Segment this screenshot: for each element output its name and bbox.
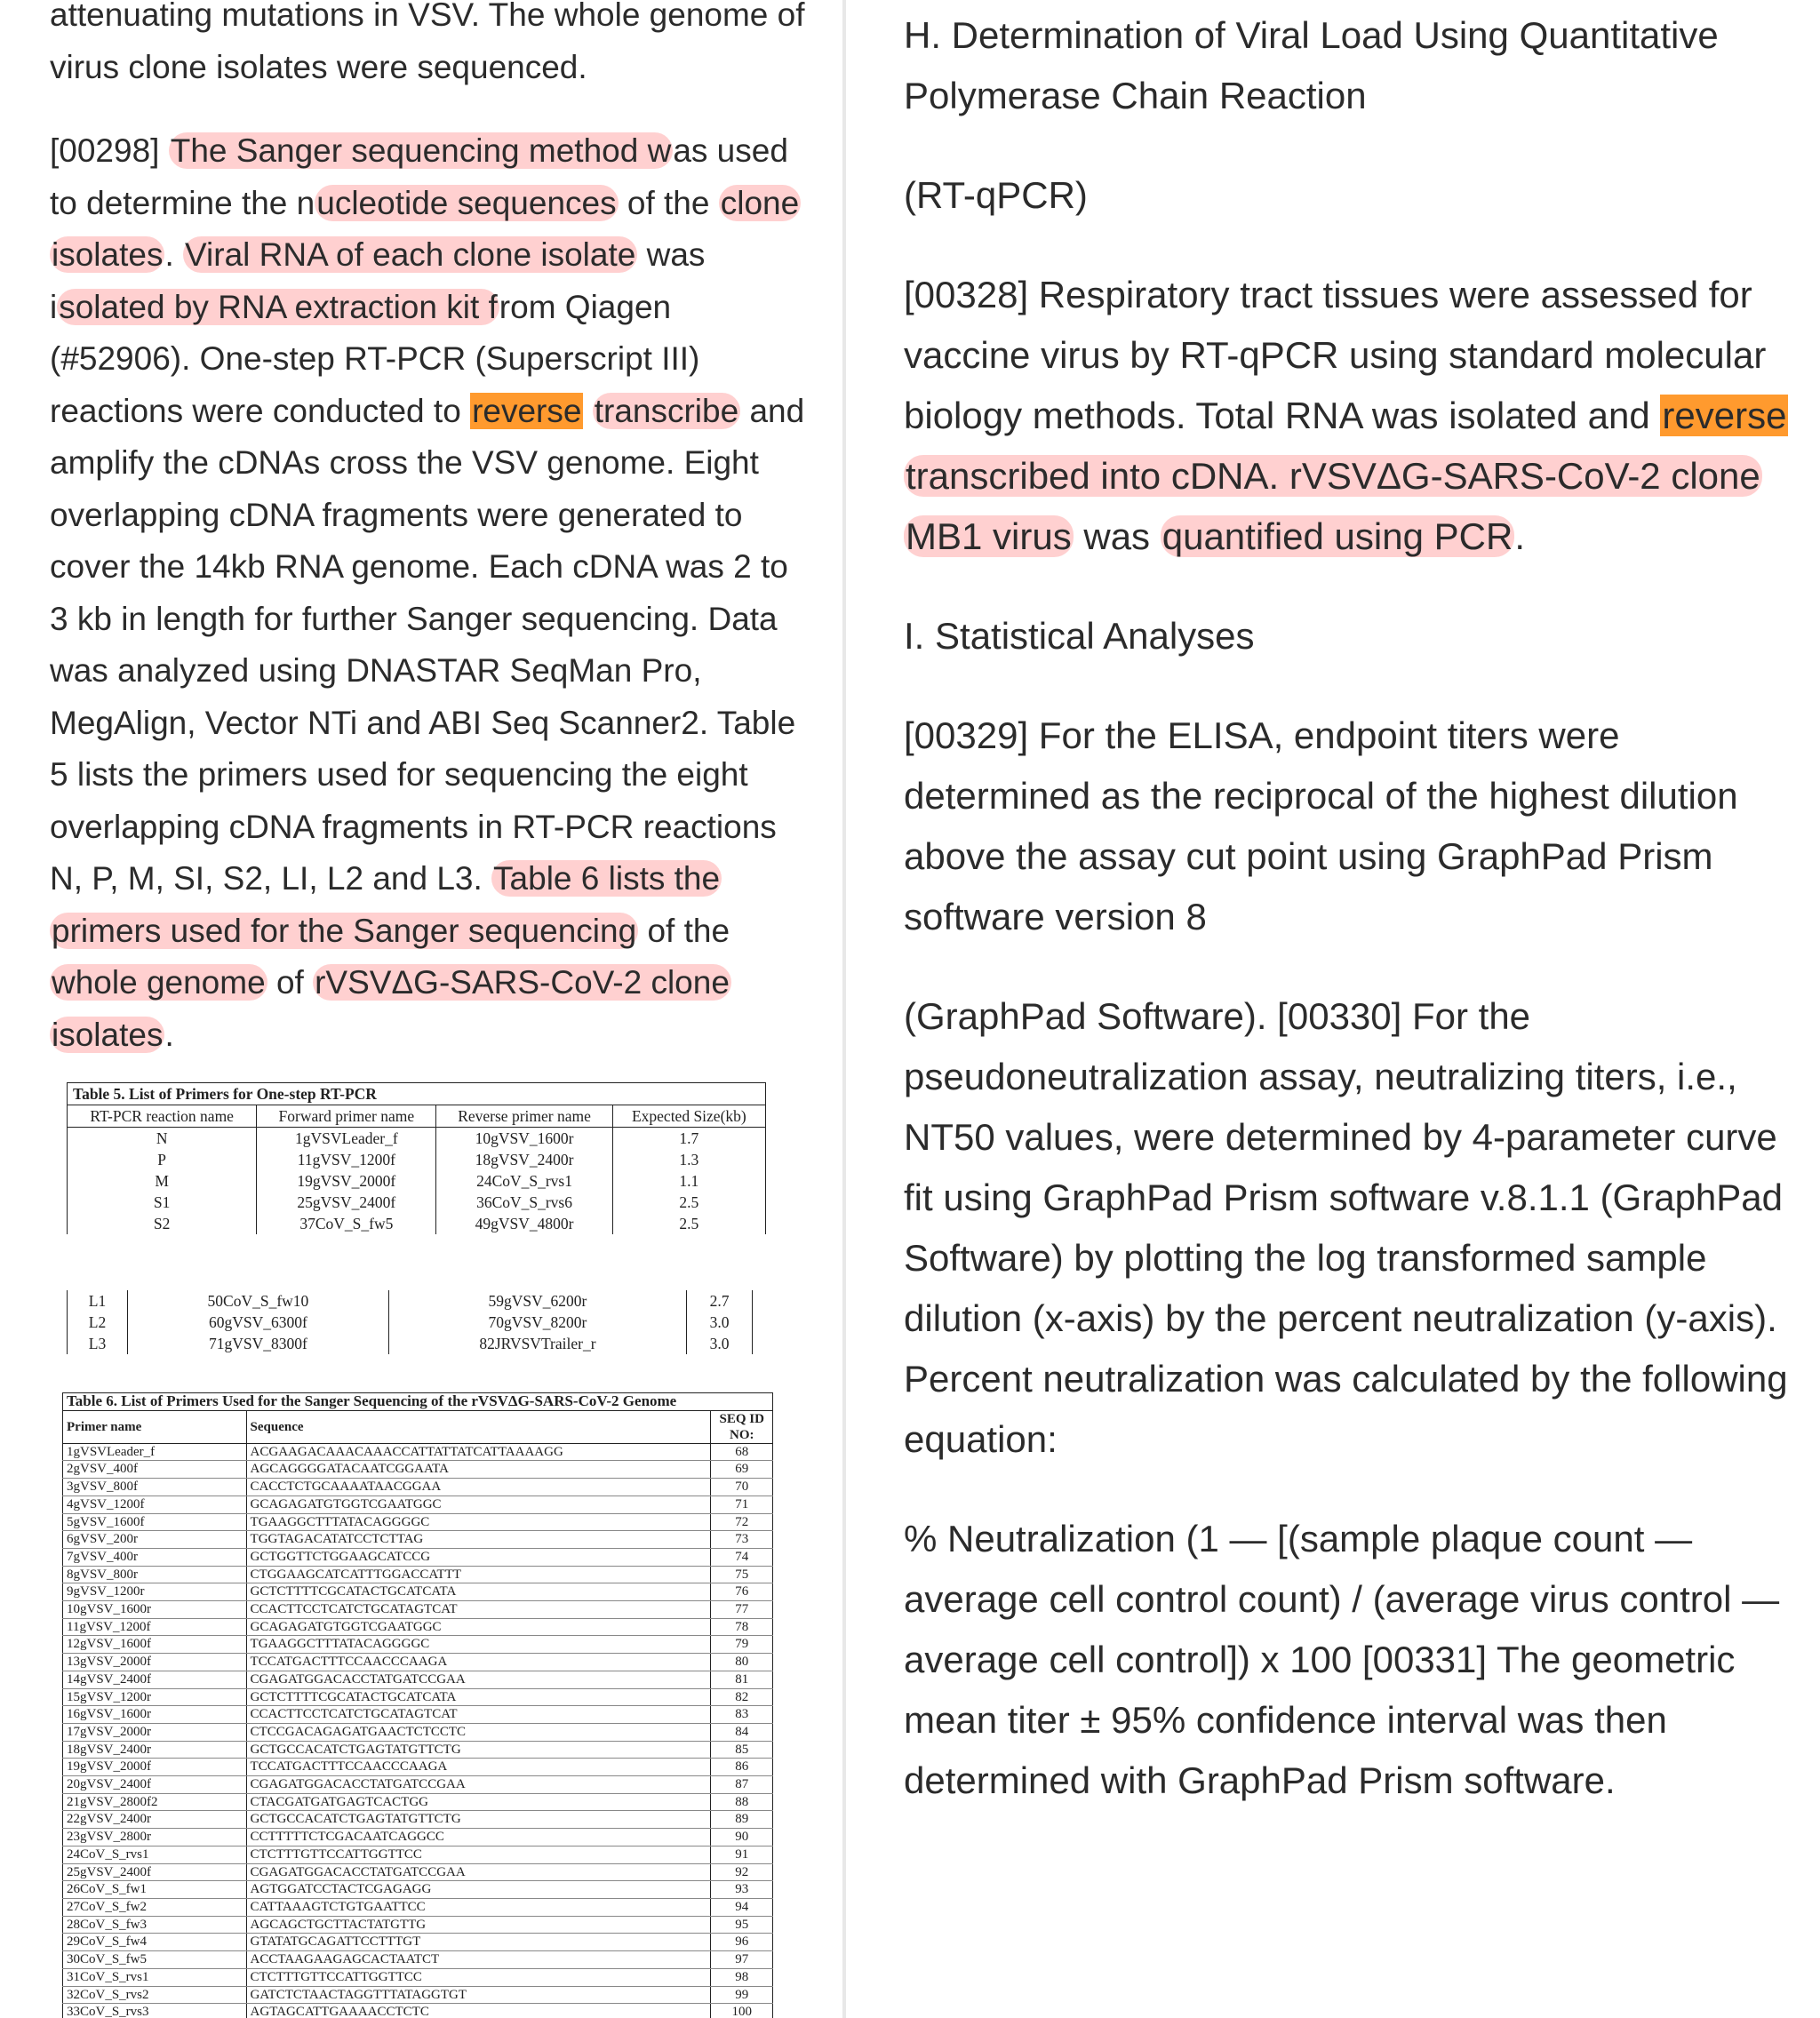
table-cell: 96 bbox=[711, 1934, 773, 1951]
table-cell: 15gVSV_1200r bbox=[63, 1688, 247, 1706]
table-cell: CTCTTTGTTCCATTGGTTCC bbox=[246, 1846, 711, 1863]
table-cell: 76 bbox=[711, 1583, 773, 1601]
table-row bbox=[63, 1863, 773, 1881]
table-cell: 3gVSV_800f bbox=[63, 1479, 247, 1496]
table-cell: 80 bbox=[711, 1654, 773, 1671]
table-cell: 86 bbox=[711, 1759, 773, 1776]
table-cell: 22gVSV_2400r bbox=[63, 1811, 247, 1829]
table-cell: 19gVSV_2000f bbox=[257, 1170, 436, 1192]
table-cell: 88 bbox=[711, 1793, 773, 1811]
table-cell: 16gVSV_1600r bbox=[63, 1706, 247, 1724]
table-cell: 78 bbox=[711, 1618, 773, 1636]
table-cell: GCTCTTTTCGCATACTGCATCATA bbox=[246, 1688, 711, 1706]
table-cell: 82JRVSVTrailer_r bbox=[388, 1333, 686, 1354]
table-cell: GCAGAGATGTGGTCGAATGGC bbox=[246, 1496, 711, 1513]
table-row bbox=[63, 1688, 773, 1706]
left-text-body bbox=[50, 0, 814, 1093]
table-cell: 81 bbox=[711, 1671, 773, 1688]
paragraph-00331: % Neutralization (1 — [(sample plaque count — average cell control count) / (average virus control — average cell control]) x 100 [00331] The geometric mean titer ± 95% confidence interval was then determined with GraphPad Prism software. bbox=[904, 1509, 1801, 1811]
table-cell: 11gVSV_1200f bbox=[63, 1618, 247, 1636]
table-cell: CGAGATGGACACCTATGATCCGAA bbox=[246, 1863, 711, 1881]
table-cell: 13gVSV_2000f bbox=[63, 1654, 247, 1671]
table-5-header: Expected Size(kb) bbox=[612, 1105, 765, 1128]
table-cell: 23gVSV_2800r bbox=[63, 1829, 247, 1847]
table-cell: CGAGATGGACACCTATGATCCGAA bbox=[246, 1671, 711, 1688]
table-cell: 87 bbox=[711, 1776, 773, 1794]
table-row bbox=[63, 1548, 773, 1566]
table-row bbox=[63, 1846, 773, 1863]
table-cell: 3.0 bbox=[687, 1312, 753, 1333]
table-row bbox=[68, 1192, 766, 1213]
table-cell: 70gVSV_8200r bbox=[388, 1312, 686, 1333]
table-cell: AGTGGATCCTACTCGAGAGG bbox=[246, 1881, 711, 1899]
table-cell: 8gVSV_800r bbox=[63, 1566, 247, 1583]
search-match-highlight: reverse bbox=[1660, 395, 1788, 436]
table-cell: 4gVSV_1200f bbox=[63, 1496, 247, 1513]
table-cell: AGCAGGGGATACAATCGGAATA bbox=[246, 1461, 711, 1479]
table-row bbox=[63, 1776, 773, 1794]
highlight: Viral RNA of each clone isolate bbox=[183, 236, 637, 273]
table-cell: 18gVSV_2400r bbox=[436, 1149, 612, 1170]
table-cell: 99 bbox=[711, 1986, 773, 2004]
table-cell: 1.1 bbox=[612, 1170, 765, 1192]
table-cell: 72 bbox=[711, 1513, 773, 1531]
table-row bbox=[63, 1881, 773, 1899]
table-cell: 82 bbox=[711, 1688, 773, 1706]
table-cell: 70 bbox=[711, 1479, 773, 1496]
table-cell: 24CoV_S_rvs1 bbox=[436, 1170, 612, 1192]
highlight: quantified using PCR bbox=[1161, 515, 1515, 557]
table-cell: 71 bbox=[711, 1496, 773, 1513]
table-cell: 10gVSV_1600r bbox=[63, 1601, 247, 1619]
table-cell: 97 bbox=[711, 1951, 773, 1969]
table-row bbox=[63, 1479, 773, 1496]
table-row bbox=[63, 1513, 773, 1531]
table-row bbox=[63, 1986, 773, 2004]
table-row bbox=[63, 2004, 773, 2018]
table-row bbox=[63, 1793, 773, 1811]
text-run: . bbox=[164, 1017, 173, 1053]
table-row bbox=[63, 1566, 773, 1583]
table-cell: P bbox=[68, 1149, 257, 1170]
table-row bbox=[63, 1496, 773, 1513]
table-cell: 27CoV_S_fw2 bbox=[63, 1898, 247, 1916]
table-5-header: RT-PCR reaction name bbox=[68, 1105, 257, 1128]
section-heading-i: I. Statistical Analyses bbox=[904, 606, 1801, 666]
table-cell: 89 bbox=[711, 1811, 773, 1829]
table-row bbox=[63, 1601, 773, 1619]
left-page-column bbox=[0, 0, 842, 2018]
text-run: of the bbox=[619, 185, 719, 221]
table-cell: CCTTTTTCTCGACAATCAGGCC bbox=[246, 1829, 711, 1847]
right-page-column bbox=[846, 0, 1820, 2018]
table-cell: GCTGCCACATCTGAGTATGTTCTG bbox=[246, 1741, 711, 1759]
table-cell: GCTCTTTTCGCATACTGCATCATA bbox=[246, 1583, 711, 1601]
heading-continuation: (RT-qPCR) bbox=[904, 165, 1801, 226]
table-cell: 6gVSV_200r bbox=[63, 1531, 247, 1549]
table-cell: GCTGGTTCTGGAAGCATCCG bbox=[246, 1548, 711, 1566]
table-cell: 84 bbox=[711, 1723, 773, 1741]
table-cell: 30CoV_S_fw5 bbox=[63, 1951, 247, 1969]
table-cell: 71gVSV_8300f bbox=[128, 1333, 389, 1354]
search-match-highlight: reverse bbox=[470, 393, 583, 429]
table-cell: CTACGATGATGAGTCACTGG bbox=[246, 1793, 711, 1811]
table-cell: 1gVSVLeader_f bbox=[63, 1443, 247, 1461]
highlight: The Sanger sequencing method w bbox=[169, 132, 674, 169]
table-cell: 25gVSV_2400f bbox=[63, 1863, 247, 1881]
table-cell: 26CoV_S_fw1 bbox=[63, 1881, 247, 1899]
table-cell: 85 bbox=[711, 1741, 773, 1759]
table-row bbox=[63, 1671, 773, 1688]
table-cell: ACGAAGACAAACAAACCATTATTATCATTAAAAGG bbox=[246, 1443, 711, 1461]
table-5-header: Forward primer name bbox=[257, 1105, 436, 1128]
table-cell: 77 bbox=[711, 1601, 773, 1619]
table-cell: 90 bbox=[711, 1829, 773, 1847]
table-cell: L1 bbox=[68, 1290, 128, 1312]
highlight: transcribe bbox=[593, 393, 740, 429]
text-run: was bbox=[1074, 515, 1161, 557]
table-cell: TGAAGGCTTTATACAGGGGC bbox=[246, 1636, 711, 1654]
table-cell: L2 bbox=[68, 1312, 128, 1333]
table-cell: 18gVSV_2400r bbox=[63, 1741, 247, 1759]
table-cell: CCACTTCCTCATCTGCATAGTCAT bbox=[246, 1706, 711, 1724]
intro-paragraph: attenuating mutations in VSV. The whole genome of virus clone isolates were sequenced. bbox=[50, 0, 814, 93]
table-cell: 98 bbox=[711, 1968, 773, 1986]
table-cell: S1 bbox=[68, 1192, 257, 1213]
table-cell: 36CoV_S_rvs6 bbox=[436, 1192, 612, 1213]
table-cell: CTCCGACAGAGATGAACTCTCCTC bbox=[246, 1723, 711, 1741]
table-row bbox=[68, 1290, 753, 1312]
table-cell: CTCTTTGTTCCATTGGTTCC bbox=[246, 1968, 711, 1986]
table-5-header: Reverse primer name bbox=[436, 1105, 612, 1128]
table-cell: 91 bbox=[711, 1846, 773, 1863]
table-cell: 1.7 bbox=[612, 1128, 765, 1150]
table-row bbox=[68, 1128, 766, 1150]
table-cell: 11gVSV_1200f bbox=[257, 1149, 436, 1170]
table-row bbox=[63, 1461, 773, 1479]
table-cell: 31CoV_S_rvs1 bbox=[63, 1968, 247, 1986]
table-cell: 83 bbox=[711, 1706, 773, 1724]
table-row bbox=[68, 1170, 766, 1192]
table-cell: 5gVSV_1600f bbox=[63, 1513, 247, 1531]
table-cell: GCTGCCACATCTGAGTATGTTCTG bbox=[246, 1811, 711, 1829]
highlight: clone isolates bbox=[50, 185, 801, 274]
table-cell: 50CoV_S_fw10 bbox=[128, 1290, 389, 1312]
highlight: transcribed into cDNA. rVSVΔG-SARS-CoV-2 clone MB1 virus bbox=[904, 455, 1762, 557]
table-cell: TGGTAGACATATCCTCTTAG bbox=[246, 1531, 711, 1549]
table-cell: CGAGATGGACACCTATGATCCGAA bbox=[246, 1776, 711, 1794]
highlight: rVSVΔG-SARS-CoV-2 clone isolates bbox=[50, 964, 731, 1053]
table-cell: CCACTTCCTCATCTGCATAGTCAT bbox=[246, 1601, 711, 1619]
text-run: rom Qiagen (#52906). One-step RT-PCR (Superscript III) reactions were conducted to bbox=[50, 289, 699, 429]
table-row bbox=[68, 1213, 766, 1234]
table-cell: ACCTAAGAAGAGCACTAATCT bbox=[246, 1951, 711, 1969]
table-row bbox=[63, 1934, 773, 1951]
table-cell: 21gVSV_2800f2 bbox=[63, 1793, 247, 1811]
table-cell: 14gVSV_2400f bbox=[63, 1671, 247, 1688]
table-cell: 92 bbox=[711, 1863, 773, 1881]
table-cell: 79 bbox=[711, 1636, 773, 1654]
table-cell: 95 bbox=[711, 1916, 773, 1934]
table-cell: 49gVSV_4800r bbox=[436, 1213, 612, 1234]
table-row bbox=[68, 1333, 753, 1354]
table-cell: 28CoV_S_fw3 bbox=[63, 1916, 247, 1934]
table-cell: M bbox=[68, 1170, 257, 1192]
table-6-header: SEQ ID NO: bbox=[711, 1410, 773, 1443]
table-row bbox=[63, 1741, 773, 1759]
paragraph-00330: (GraphPad Software). [00330] For the pseudoneutralization assay, neutralizing titers, i.e., NT50 values, were determined by 4-parameter curve fit using GraphPad Prism software v.8.1.1 (GraphPad Software) by plotting the log transformed sample dilution (x-axis) by the percent neutralization (y-axis). Percent neutralization was calculated by the following equation: bbox=[904, 986, 1801, 1470]
table-cell: 20gVSV_2400f bbox=[63, 1776, 247, 1794]
table-row bbox=[63, 1916, 773, 1934]
text-run: [00328] Respiratory tract tissues were assessed for vaccine virus by RT-qPCR using standard molecular biology methods. Total RNA was isolated and bbox=[904, 274, 1766, 436]
table-row bbox=[63, 1951, 773, 1969]
para-number: [00298] bbox=[50, 132, 169, 169]
table-cell: 68 bbox=[711, 1443, 773, 1461]
table-cell: CATTAAAGTCTGTGAATTCC bbox=[246, 1898, 711, 1916]
table-5-caption: Table 5. List of Primers for One-step RT-PCR bbox=[68, 1083, 766, 1105]
table-row bbox=[63, 1811, 773, 1829]
text-run bbox=[583, 393, 592, 429]
table-cell: 9gVSV_1200r bbox=[63, 1583, 247, 1601]
right-text-body bbox=[904, 5, 1801, 1850]
table-cell: TGAAGGCTTTATACAGGGGC bbox=[246, 1513, 711, 1531]
highlight: Table 6 lists the primers used for the Sanger sequencing bbox=[50, 860, 722, 949]
table-cell: 32CoV_S_rvs2 bbox=[63, 1986, 247, 2004]
highlight: ucleotide sequences bbox=[315, 185, 618, 221]
table-cell: 93 bbox=[711, 1881, 773, 1899]
table-cell: TCCATGACTTTCCAACCCAAGA bbox=[246, 1654, 711, 1671]
table-cell: 100 bbox=[711, 2004, 773, 2018]
text-run: of the bbox=[638, 913, 730, 949]
table-cell: GATCTCTAACTAGGTTTATAGGTGT bbox=[246, 1986, 711, 2004]
table-6 bbox=[62, 1392, 773, 2018]
table-cell: CTGGAAGCATCATTTGGACCATTT bbox=[246, 1566, 711, 1583]
table-cell: 12gVSV_1600f bbox=[63, 1636, 247, 1654]
table-cell: TCCATGACTTTCCAACCCAAGA bbox=[246, 1759, 711, 1776]
table-cell: 75 bbox=[711, 1566, 773, 1583]
table-cell: 17gVSV_2000r bbox=[63, 1723, 247, 1741]
table-cell: 25gVSV_2400f bbox=[257, 1192, 436, 1213]
section-heading-h: H. Determination of Viral Load Using Quantitative Polymerase Chain Reaction bbox=[904, 5, 1801, 126]
table-cell: 33CoV_S_rvs3 bbox=[63, 2004, 247, 2018]
table-row bbox=[63, 1829, 773, 1847]
highlight: whole genome bbox=[50, 964, 267, 1001]
table-cell: 74 bbox=[711, 1548, 773, 1566]
table-row bbox=[63, 1583, 773, 1601]
highlight: solated by RNA extraction kit f bbox=[57, 289, 499, 325]
table-cell: GCAGAGATGTGGTCGAATGGC bbox=[246, 1618, 711, 1636]
table-cell: 10gVSV_1600r bbox=[436, 1128, 612, 1150]
table-row bbox=[63, 1531, 773, 1549]
table-cell: 60gVSV_6300f bbox=[128, 1312, 389, 1333]
text-run: and amplify the cDNAs cross the VSV genome. Eight overlapping cDNA fragments were generated to cover the 14kb RNA genome. Each cDNA was 2 to 3 kb in length for further Sanger sequencing. Data was analyzed using DNASTAR SeqMan Pro, MegAlign, Vector NTi and ABI Seq Scanner2. Table 5 lists the primers used for sequencing the eight overlapping cDNA fragments in RT-PCR reactions N, P, M, SI, S2, LI, L2 and L3. bbox=[50, 393, 804, 897]
paragraph-00329: [00329] For the ELISA, endpoint titers were determined as the reciprocal of the highest dilution above the assay cut point using GraphPad Prism software version 8 bbox=[904, 706, 1801, 947]
text-run: . bbox=[164, 236, 183, 273]
table-cell: 2gVSV_400f bbox=[63, 1461, 247, 1479]
table-row bbox=[63, 1759, 773, 1776]
paragraph-00328 bbox=[904, 265, 1801, 567]
table-cell: 94 bbox=[711, 1898, 773, 1916]
table-5-continued bbox=[67, 1290, 753, 1354]
table-row bbox=[63, 1654, 773, 1671]
table-cell: S2 bbox=[68, 1213, 257, 1234]
table-cell: AGTAGCATTGAAAACCTCTC bbox=[246, 2004, 711, 2018]
table-cell: 69 bbox=[711, 1461, 773, 1479]
text-run: as used to determine the n bbox=[50, 132, 788, 221]
table-cell: 2.5 bbox=[612, 1213, 765, 1234]
table-cell: 73 bbox=[711, 1531, 773, 1549]
table-6-header: Sequence bbox=[246, 1410, 711, 1443]
table-cell: 2.5 bbox=[612, 1192, 765, 1213]
paragraph-00298 bbox=[50, 125, 814, 1061]
table-cell: L3 bbox=[68, 1333, 128, 1354]
text-run: . bbox=[1514, 515, 1525, 557]
table-cell: 3.0 bbox=[687, 1333, 753, 1354]
text-run: was i bbox=[50, 236, 705, 325]
table-cell: 1gVSVLeader_f bbox=[257, 1128, 436, 1150]
table-cell: 59gVSV_6200r bbox=[388, 1290, 686, 1312]
table-cell: 24CoV_S_rvs1 bbox=[63, 1846, 247, 1863]
table-cell: 1.3 bbox=[612, 1149, 765, 1170]
table-cell: GTATATGCAGATTCCTTTGT bbox=[246, 1934, 711, 1951]
table-row bbox=[68, 1149, 766, 1170]
table-row bbox=[63, 1968, 773, 1986]
table-row bbox=[63, 1723, 773, 1741]
table-cell: AGCAGCTGCTTACTATGTTG bbox=[246, 1916, 711, 1934]
table-6-header: Primer name bbox=[63, 1410, 247, 1443]
table-row bbox=[63, 1636, 773, 1654]
table-cell: 37CoV_S_fw5 bbox=[257, 1213, 436, 1234]
table-row bbox=[63, 1898, 773, 1916]
table-cell: 2.7 bbox=[687, 1290, 753, 1312]
table-cell: 29CoV_S_fw4 bbox=[63, 1934, 247, 1951]
table-row bbox=[63, 1706, 773, 1724]
table-row bbox=[68, 1312, 753, 1333]
table-5 bbox=[67, 1082, 766, 1234]
table-cell: CACCTCTGCAAAATAACGGAA bbox=[246, 1479, 711, 1496]
table-row bbox=[63, 1618, 773, 1636]
table-6-caption: Table 6. List of Primers Used for the Sanger Sequencing of the rVSVΔG-SARS-CoV-2 Genome bbox=[63, 1393, 773, 1411]
table-cell: N bbox=[68, 1128, 257, 1150]
text-run: of bbox=[267, 964, 313, 1001]
table-cell: 7gVSV_400r bbox=[63, 1548, 247, 1566]
table-row bbox=[63, 1443, 773, 1461]
table-cell: 19gVSV_2000f bbox=[63, 1759, 247, 1776]
